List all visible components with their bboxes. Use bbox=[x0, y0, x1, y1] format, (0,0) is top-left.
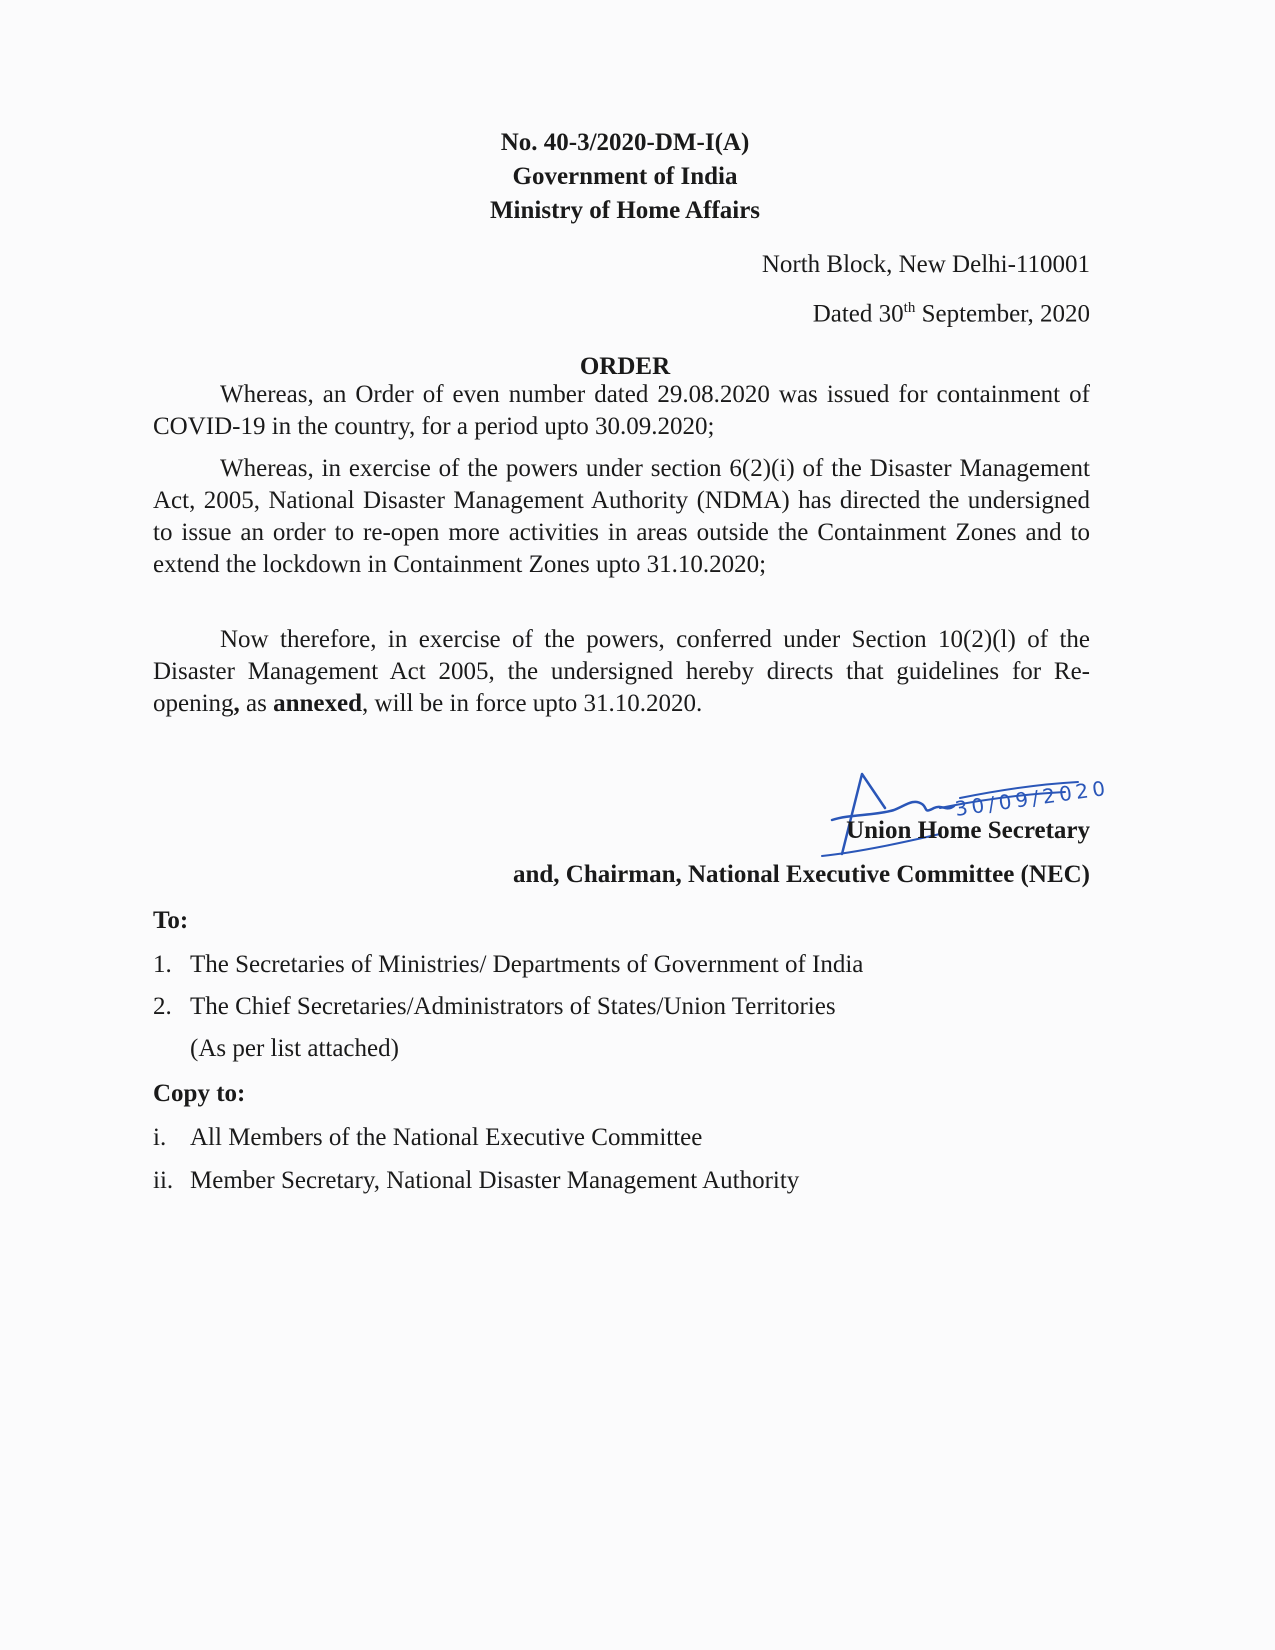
copy-to-item-2-text: Member Secretary, National Disaster Management Authority bbox=[190, 1167, 800, 1194]
date-prefix: Dated 30 bbox=[812, 300, 904, 328]
order-title: ORDER bbox=[579, 353, 671, 380]
paragraph-3-end: , will be in force upto 31.10.2020. bbox=[362, 690, 703, 717]
copy-to-item-1 bbox=[153, 1124, 702, 1152]
paragraph-3 bbox=[153, 624, 1090, 720]
paragraph-3-comma: , bbox=[233, 690, 240, 717]
copy-to-item-1-text: All Members of the National Executive Committee bbox=[190, 1124, 703, 1151]
paragraph-3-as: as bbox=[239, 690, 274, 717]
file-number: No. 40-3/2020-DM-I(A) bbox=[500, 129, 750, 156]
signatory-title: Union Home Secretary bbox=[846, 817, 1090, 844]
to-item-1-number: 1. bbox=[153, 951, 172, 978]
to-list-note: (As per list attached) bbox=[190, 1035, 399, 1062]
date-suffix: September, 2020 bbox=[915, 300, 1090, 328]
to-label: To: bbox=[153, 907, 189, 934]
paragraph-3-start: Now therefore, in exercise of the powers, conferred under Section 10(2)(l) of the Disaster Management Act 2005, the undersigned hereby directs that guidelines for Re-opening bbox=[153, 626, 1090, 717]
address-line: North Block, New Delhi-110001 bbox=[761, 251, 1090, 278]
paragraph-1: Whereas, an Order of even number dated 29.08.2020 was issued for containment of COVID-19 in the country, for a period upto 30.09.2020; bbox=[153, 381, 1090, 440]
government-name: Government of India bbox=[512, 163, 738, 190]
copy-to-item-2 bbox=[153, 1167, 799, 1195]
to-item-2-text: The Chief Secretaries/Administrators of States/Union Territories bbox=[190, 993, 836, 1020]
document-header bbox=[0, 126, 1250, 228]
ministry-name: Ministry of Home Affairs bbox=[489, 197, 761, 224]
paragraph-2: Whereas, in exercise of the powers under section 6(2)(i) of the Disaster Management Act, 2005, National Disaster Management Authority (NDMA) has directed the undersigned to issue an order to re-open more activities in areas outside the Containment Zones and to extend the lockdown in Containment Zones upto 31.10.2020; bbox=[153, 455, 1090, 578]
to-item-1-text: The Secretaries of Ministries/ Departments of Government of India bbox=[190, 951, 864, 978]
date-line bbox=[813, 291, 1090, 331]
paragraph-3-annexed: annexed bbox=[273, 690, 363, 717]
date-superscript: th bbox=[903, 300, 916, 316]
copy-to-item-2-number: ii. bbox=[153, 1167, 174, 1194]
copy-to-item-1-number: i. bbox=[153, 1124, 167, 1151]
to-item-2 bbox=[153, 993, 836, 1021]
to-item-1 bbox=[153, 951, 863, 979]
signature-date: 30/09/2020 bbox=[953, 775, 1111, 821]
signatory-designation: and, Chairman, National Executive Committee (NEC) bbox=[512, 861, 1090, 888]
copy-to-label: Copy to: bbox=[153, 1080, 246, 1107]
to-item-2-number: 2. bbox=[153, 993, 172, 1020]
